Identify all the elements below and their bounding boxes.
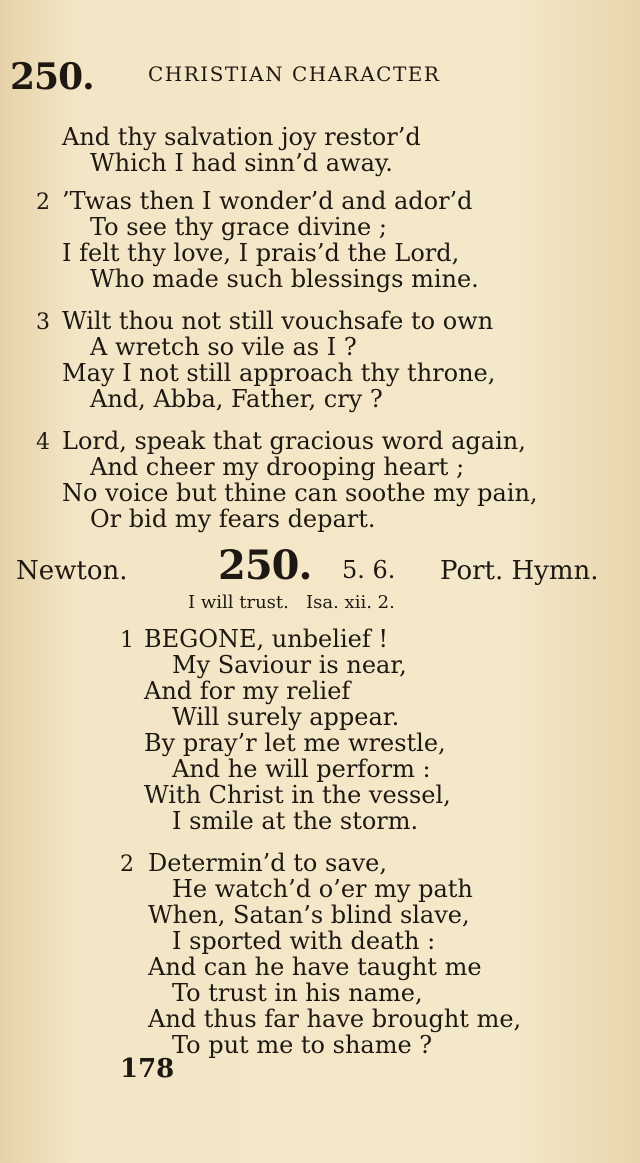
verse-line: Who made such blessings mine.	[90, 265, 479, 293]
verse-line: To put me to shame ?	[172, 1031, 433, 1059]
verse-line: I sported with death :	[172, 927, 436, 955]
verse-number: 1	[120, 628, 134, 653]
verse-line: ’Twas then I wonder’d and ador’d	[62, 187, 473, 215]
verse-number: 3	[36, 310, 50, 335]
verse-line: Or bid my fears depart.	[90, 505, 376, 533]
verse-line: And thy salvation joy restor’d	[62, 123, 421, 151]
page-number: 178	[120, 1054, 175, 1084]
verse-number: 2	[120, 852, 134, 877]
hymn-source: Port. Hymn.	[440, 556, 599, 586]
hymn-subtitle: I will trust. Isa. xii. 2.	[188, 592, 395, 613]
verse-number: 2	[36, 190, 50, 215]
verse-line: When, Satan’s blind slave,	[148, 901, 470, 929]
verse-line: My Saviour is near,	[172, 651, 407, 679]
verse-line: I felt thy love, I prais’d the Lord,	[62, 239, 460, 267]
verse-line: I smile at the storm.	[172, 807, 419, 835]
verse-line: May I not still approach thy throne,	[62, 359, 496, 387]
verse-line: No voice but thine can soothe my pain,	[62, 479, 538, 507]
hymn-meter: 5. 6.	[342, 556, 396, 584]
verse-line: And can he have taught me	[148, 953, 482, 981]
hymn-number: 250.	[218, 542, 312, 589]
running-title: CHRISTIAN CHARACTER	[148, 62, 441, 86]
verse-line: By pray’r let me wrestle,	[144, 729, 446, 757]
verse-line: And for my relief	[144, 677, 351, 705]
verse-line: Lord, speak that gracious word again,	[62, 427, 526, 455]
hymn-author: Newton.	[16, 556, 128, 586]
verse-line: He watch’d o’er my path	[172, 875, 473, 903]
verse-line: And he will perform :	[172, 755, 431, 783]
verse-line: And cheer my drooping heart ;	[90, 453, 465, 481]
verse-line: To trust in his name,	[172, 979, 423, 1007]
running-hymn-number: 250.	[10, 56, 94, 98]
verse-line: And, Abba, Father, cry ?	[90, 385, 383, 413]
verse-line: Determin’d to save,	[148, 849, 388, 877]
verse-line: Will surely appear.	[172, 703, 400, 731]
verse-line: A wretch so vile as I ?	[90, 333, 357, 361]
verse-number: 4	[36, 430, 50, 455]
verse-line: And thus far have brought me,	[148, 1005, 522, 1033]
verse-line: Wilt thou not still vouchsafe to own	[62, 307, 494, 335]
verse-line: To see thy grace divine ;	[90, 213, 387, 241]
verse-line: Which I had sinn’d away.	[90, 149, 393, 177]
verse-line: BEGONE, unbelief !	[144, 625, 388, 653]
verse-line: With Christ in the vessel,	[144, 781, 451, 809]
